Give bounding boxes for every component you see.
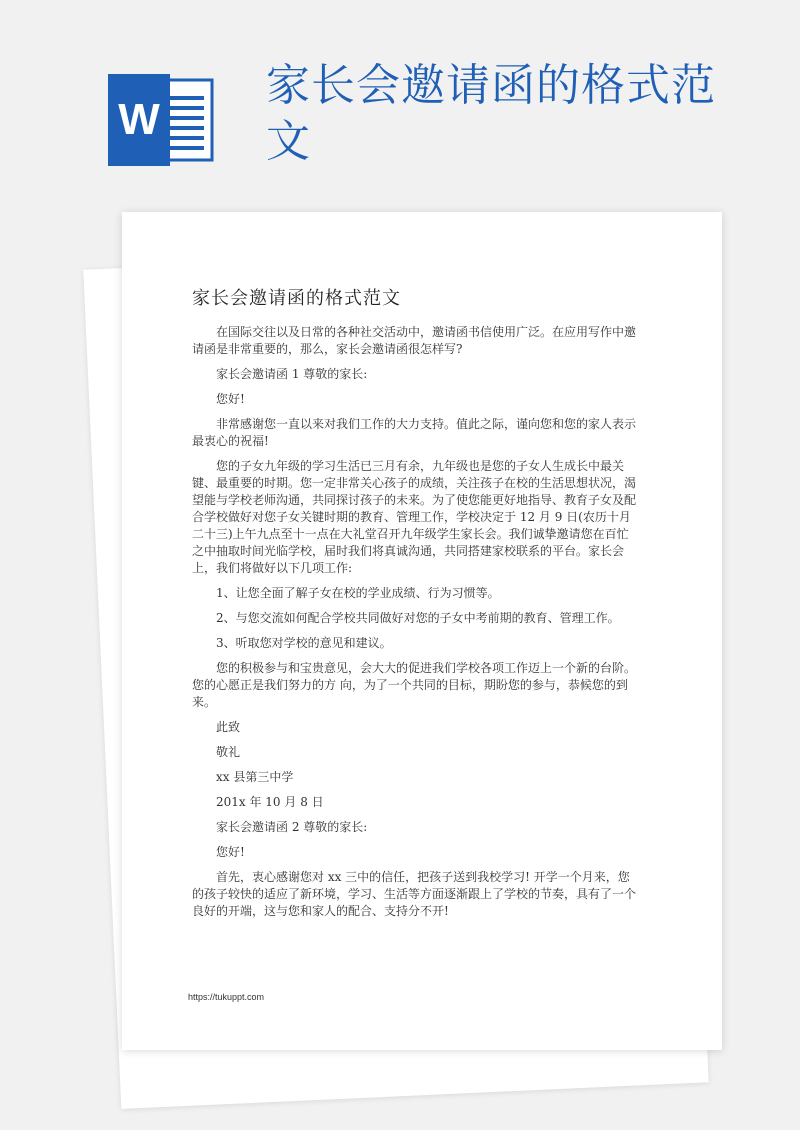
word-icon-letter: W: [118, 95, 160, 144]
paragraph: 首先，衷心感谢您对 xx 三中的信任，把孩子送到我校学习! 开学一个月来，您的孩子较快的适应了新环境，学习、生活等方面逐渐跟上了学校的节奏，具有了一个良好的开端，这与您和家人的配合、支持分不开!: [192, 870, 637, 918]
paragraph: 家长会邀请函 2 尊敬的家长:: [216, 820, 368, 834]
paragraph: 2、与您交流如何配合学校共同做好对您的子女中考前期的教育、管理工作。: [216, 611, 620, 625]
paragraph: 家长会邀请函 1 尊敬的家长:: [216, 367, 368, 381]
page-title: 家长会邀请函的格式范文: [266, 60, 716, 167]
paragraph: 201x 年 10 月 8 日: [216, 795, 324, 809]
document-body: [192, 324, 638, 928]
paragraph: xx 县第三中学: [216, 770, 294, 784]
document-page: [122, 212, 722, 1050]
paragraph: 您的积极参与和宝贵意见，会大大的促进我们学校各项工作迈上一个新的台阶。您的心愿正是我们努力的方 向，为了一个共同的目标，期盼您的参与，恭候您的到来。: [192, 661, 637, 709]
paragraph: 非常感谢您一直以来对我们工作的大力支持。值此之际，谨向您和您的家人表示最衷心的祝福!: [192, 417, 637, 448]
paragraph: 1、让您全面了解子女在校的学业成绩、行为习惯等。: [216, 586, 500, 600]
paragraph: 敬礼: [216, 745, 241, 759]
paragraph: 您的子女九年级的学习生活已三月有余，九年级也是您的子女人生成长中最关键、最重要的时期。您一定非常关心孩子的成绩，关注孩子在校的生活思想状况，渴望能与学校老师沟通，共同探讨孩子的未来。为了使您能更好地指导、教育子女及配合学校做好对您子女关键时期的教育、管理工作，学校决定于 12 月 9 日(农历十月二十三)上午九点至十一点在大礼堂召开九年级学生家长会。我们诚挚邀请您在百忙之中抽取时间光临学校，届时我们将真诚沟通，共同搭建家校联系的平台。家长会上，我们将做好以下几项工作:: [192, 459, 637, 575]
paragraph: 3、听取您对学校的意见和建议。: [216, 636, 392, 650]
footer-url: https://tukuppt.com: [188, 992, 265, 1002]
word-document-icon: [108, 74, 216, 166]
document-title: 家长会邀请函的格式范文: [192, 288, 401, 309]
paragraph: 您好!: [216, 845, 245, 859]
paragraph: 您好!: [216, 392, 245, 406]
paragraph: 此致: [216, 720, 241, 734]
paragraph: 在国际交往以及日常的各种社交活动中，邀请函书信使用广泛。在应用写作中邀请函是非常重要的，那么，家长会邀请函很怎样写?: [192, 325, 637, 356]
